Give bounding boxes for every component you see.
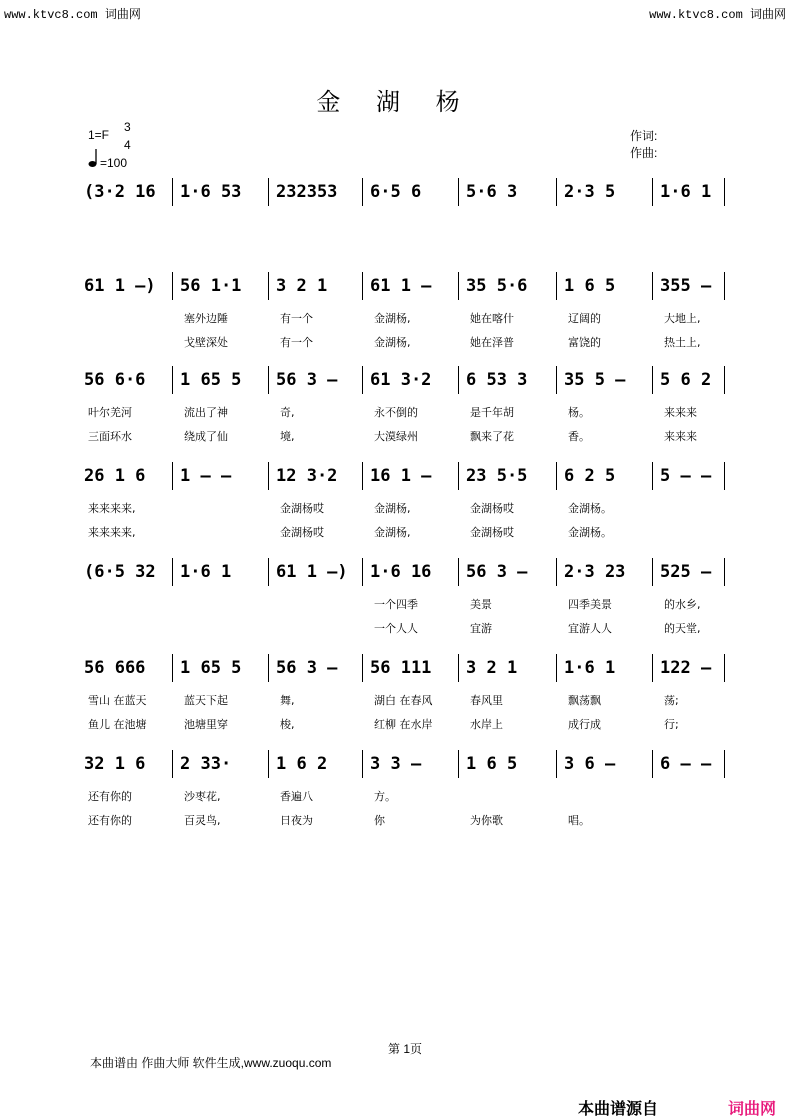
barline bbox=[268, 558, 269, 586]
page-number: 第 1页 bbox=[388, 1042, 423, 1056]
composer-label: 作曲: bbox=[630, 146, 658, 160]
lyric-verse-1: 湖白 在春风 bbox=[374, 694, 433, 707]
measure-notes: 5 6 2 bbox=[660, 370, 712, 390]
tempo-value: =100 bbox=[100, 156, 128, 170]
lyric-verse-1: 金湖杨, bbox=[374, 502, 411, 515]
barline bbox=[362, 654, 363, 682]
lyric-verse-2: 还有你的 bbox=[88, 814, 132, 827]
lyric-verse-1: 的水乡, bbox=[664, 598, 701, 611]
measure-notes: 1 65 5 bbox=[180, 658, 242, 678]
measure-notes: 23 5·5 bbox=[466, 466, 528, 486]
barline bbox=[556, 462, 557, 490]
measure-notes: 1·6 1 bbox=[660, 182, 712, 202]
lyric-verse-2: 境, bbox=[280, 430, 295, 443]
watermark-right: www.ktvc8.com 词曲网 bbox=[649, 8, 786, 22]
measure-notes: 56 3 – bbox=[466, 562, 528, 582]
lyric-verse-2: 你 bbox=[374, 814, 385, 827]
lyric-verse-2: 金湖杨, bbox=[374, 526, 411, 539]
barline bbox=[268, 654, 269, 682]
lyric-verse-1: 杨。 bbox=[568, 406, 590, 419]
barline bbox=[556, 272, 557, 300]
barline bbox=[724, 462, 725, 490]
lyric-verse-1: 金湖杨。 bbox=[568, 502, 612, 515]
barline bbox=[458, 558, 459, 586]
barline bbox=[268, 272, 269, 300]
barline bbox=[172, 178, 173, 206]
barline bbox=[362, 558, 363, 586]
lyric-verse-2: 金湖杨。 bbox=[568, 526, 612, 539]
measure-notes: 61 3·2 bbox=[370, 370, 432, 390]
measure-notes: 56 3 – bbox=[276, 370, 338, 390]
measure-notes: 56 111 bbox=[370, 658, 432, 678]
lyric-verse-1: 方。 bbox=[374, 790, 396, 803]
lyric-verse-2: 池塘里穿 bbox=[184, 718, 228, 731]
lyric-verse-1: 塞外边陲 bbox=[184, 312, 228, 325]
measure-notes: 3 2 1 bbox=[466, 658, 518, 678]
barline bbox=[362, 272, 363, 300]
lyric-verse-2: 宜游 bbox=[470, 622, 492, 635]
measure-notes: 1·6 53 bbox=[180, 182, 242, 202]
measure-notes: 6·5 6 bbox=[370, 182, 422, 202]
measure-notes: 32 1 6 bbox=[84, 754, 146, 774]
lyric-verse-2: 大漠绿州 bbox=[374, 430, 418, 443]
key-signature: 1=F bbox=[88, 128, 110, 142]
lyric-verse-1: 叶尔羌河 bbox=[88, 406, 132, 419]
lyric-verse-2: 的天堂, bbox=[664, 622, 701, 635]
measure-notes: 1 6 2 bbox=[276, 754, 328, 774]
lyric-verse-1: 还有你的 bbox=[88, 790, 132, 803]
barline bbox=[268, 366, 269, 394]
measure-notes: 3 6 – bbox=[564, 754, 616, 774]
lyric-verse-1: 奇, bbox=[280, 406, 295, 419]
measure-notes: 6 2 5 bbox=[564, 466, 616, 486]
barline bbox=[362, 750, 363, 778]
measure-notes: 2·3 5 bbox=[564, 182, 616, 202]
measure-notes: 56 666 bbox=[84, 658, 146, 678]
measure-notes: 1·6 1 bbox=[180, 562, 232, 582]
measure-notes: 1 6 5 bbox=[564, 276, 616, 296]
barline bbox=[458, 654, 459, 682]
footer-credit: 本曲谱由 作曲大师 软件生成,www.zuoqu.com bbox=[90, 1056, 332, 1070]
watermark-left: www.ktvc8.com 词曲网 bbox=[4, 8, 141, 22]
lyric-verse-1: 大地上, bbox=[664, 312, 701, 325]
song-title: 金 湖 杨 bbox=[316, 88, 474, 116]
barline bbox=[652, 558, 653, 586]
barline bbox=[172, 462, 173, 490]
barline bbox=[724, 750, 725, 778]
measure-notes: 6 – – bbox=[660, 754, 712, 774]
lyric-verse-1: 蓝天下起 bbox=[184, 694, 228, 707]
barline bbox=[652, 272, 653, 300]
barline bbox=[556, 558, 557, 586]
barline bbox=[458, 366, 459, 394]
lyric-verse-2: 金湖杨哎 bbox=[470, 526, 514, 539]
lyric-verse-2: 绕成了仙 bbox=[184, 430, 228, 443]
measure-notes: 1·6 16 bbox=[370, 562, 432, 582]
lyric-verse-1: 永不倒的 bbox=[374, 406, 418, 419]
lyric-verse-1: 是千年胡 bbox=[470, 406, 514, 419]
measure-notes: (6·5 32 bbox=[84, 562, 156, 582]
lyric-verse-1: 沙枣花, bbox=[184, 790, 221, 803]
lyric-verse-1: 美景 bbox=[470, 598, 492, 611]
barline bbox=[172, 654, 173, 682]
barline bbox=[172, 366, 173, 394]
measure-notes: 2·3 23 bbox=[564, 562, 626, 582]
lyric-verse-2: 日夜为 bbox=[280, 814, 313, 827]
measure-notes: 355 – bbox=[660, 276, 712, 296]
barline bbox=[458, 178, 459, 206]
measure-notes: 525 – bbox=[660, 562, 712, 582]
lyric-verse-1: 金湖杨哎 bbox=[280, 502, 324, 515]
barline bbox=[458, 272, 459, 300]
lyric-verse-2: 一个人人 bbox=[374, 622, 418, 635]
barline bbox=[362, 366, 363, 394]
source-label: 本曲谱源自 bbox=[578, 1099, 659, 1118]
barline bbox=[652, 178, 653, 206]
measure-notes: 16 1 – bbox=[370, 466, 432, 486]
lyric-verse-1: 来来来来, bbox=[88, 502, 136, 515]
lyricist-label: 作词: bbox=[630, 129, 658, 143]
quarter-note-icon bbox=[88, 147, 100, 173]
barline bbox=[172, 558, 173, 586]
measure-notes: 35 5·6 bbox=[466, 276, 528, 296]
measure-notes: 61 1 –) bbox=[84, 276, 156, 296]
lyric-verse-2: 水岸上 bbox=[470, 718, 503, 731]
time-signature-top: 3 bbox=[124, 120, 131, 134]
barline bbox=[652, 750, 653, 778]
barline bbox=[724, 366, 725, 394]
lyric-verse-1: 金湖杨哎 bbox=[470, 502, 514, 515]
lyric-verse-2: 为你歌 bbox=[470, 814, 503, 827]
barline bbox=[652, 654, 653, 682]
measure-notes: 122 – bbox=[660, 658, 712, 678]
lyric-verse-2: 鱼儿 在池塘 bbox=[88, 718, 147, 731]
lyric-verse-1: 香遍八 bbox=[280, 790, 313, 803]
lyric-verse-2: 成行成 bbox=[568, 718, 601, 731]
lyric-verse-2: 百灵鸟, bbox=[184, 814, 221, 827]
lyric-verse-2: 她在泽普 bbox=[470, 336, 514, 349]
lyric-verse-1: 荡; bbox=[664, 694, 679, 707]
measure-notes: 3 3 – bbox=[370, 754, 422, 774]
barline bbox=[362, 178, 363, 206]
measure-notes: 5·6 3 bbox=[466, 182, 518, 202]
lyric-verse-2: 红柳 在水岸 bbox=[374, 718, 433, 731]
measure-notes: 56 6·6 bbox=[84, 370, 146, 390]
barline bbox=[458, 462, 459, 490]
lyric-verse-2: 来来来 bbox=[664, 430, 697, 443]
lyric-verse-1: 雪山 在蓝天 bbox=[88, 694, 147, 707]
lyric-verse-2: 梭, bbox=[280, 718, 295, 731]
lyric-verse-2: 热土上, bbox=[664, 336, 701, 349]
lyric-verse-1: 她在喀什 bbox=[470, 312, 514, 325]
lyric-verse-1: 金湖杨, bbox=[374, 312, 411, 325]
barline bbox=[724, 178, 725, 206]
barline bbox=[652, 462, 653, 490]
measure-notes: 1 65 5 bbox=[180, 370, 242, 390]
lyric-verse-2: 行; bbox=[664, 718, 679, 731]
lyric-verse-2: 香。 bbox=[568, 430, 590, 443]
barline bbox=[724, 558, 725, 586]
lyric-verse-2: 金湖杨, bbox=[374, 336, 411, 349]
barline bbox=[724, 272, 725, 300]
measure-notes: 56 1·1 bbox=[180, 276, 242, 296]
lyric-verse-2: 宜游人人 bbox=[568, 622, 612, 635]
measure-notes: 1 – – bbox=[180, 466, 232, 486]
lyric-verse-1: 有一个 bbox=[280, 312, 313, 325]
barline bbox=[556, 750, 557, 778]
lyric-verse-1: 飘荡飘 bbox=[568, 694, 601, 707]
measure-notes: 35 5 – bbox=[564, 370, 626, 390]
measure-notes: 61 1 –) bbox=[276, 562, 348, 582]
barline bbox=[556, 366, 557, 394]
measure-notes: 1 6 5 bbox=[466, 754, 518, 774]
barline bbox=[268, 750, 269, 778]
barline bbox=[362, 462, 363, 490]
barline bbox=[556, 178, 557, 206]
barline bbox=[458, 750, 459, 778]
measure-notes: 61 1 – bbox=[370, 276, 432, 296]
measure-notes: 1·6 1 bbox=[564, 658, 616, 678]
measure-notes: 3 2 1 bbox=[276, 276, 328, 296]
lyric-verse-2: 富饶的 bbox=[568, 336, 601, 349]
lyric-verse-2: 金湖杨哎 bbox=[280, 526, 324, 539]
lyric-verse-1: 流出了神 bbox=[184, 406, 228, 419]
barline bbox=[172, 272, 173, 300]
measure-notes: 2 33· bbox=[180, 754, 232, 774]
measure-notes: 12 3·2 bbox=[276, 466, 338, 486]
measure-notes: (3·2 16 bbox=[84, 182, 156, 202]
barline bbox=[268, 178, 269, 206]
lyric-verse-1: 一个四季 bbox=[374, 598, 418, 611]
lyric-verse-1: 四季美景 bbox=[568, 598, 612, 611]
lyric-verse-2: 唱。 bbox=[568, 814, 590, 827]
lyric-verse-2: 戈壁深处 bbox=[184, 336, 228, 349]
measure-notes: 232353 bbox=[276, 182, 338, 202]
lyric-verse-2: 三面环水 bbox=[88, 430, 132, 443]
lyric-verse-1: 春风里 bbox=[470, 694, 503, 707]
barline bbox=[268, 462, 269, 490]
barline bbox=[172, 750, 173, 778]
measure-notes: 6 53 3 bbox=[466, 370, 528, 390]
lyric-verse-2: 飘来了花 bbox=[470, 430, 514, 443]
barline bbox=[724, 654, 725, 682]
measure-notes: 26 1 6 bbox=[84, 466, 146, 486]
time-signature-bottom: 4 bbox=[124, 138, 131, 152]
lyric-verse-2: 有一个 bbox=[280, 336, 313, 349]
lyric-verse-2: 来来来来, bbox=[88, 526, 136, 539]
lyric-verse-1: 来来来 bbox=[664, 406, 697, 419]
measure-notes: 5 – – bbox=[660, 466, 712, 486]
barline bbox=[556, 654, 557, 682]
lyric-verse-1: 辽阔的 bbox=[568, 312, 601, 325]
lyric-verse-1: 舞, bbox=[280, 694, 295, 707]
measure-notes: 56 3 – bbox=[276, 658, 338, 678]
site-logo: 词曲网 bbox=[728, 1099, 777, 1118]
barline bbox=[652, 366, 653, 394]
